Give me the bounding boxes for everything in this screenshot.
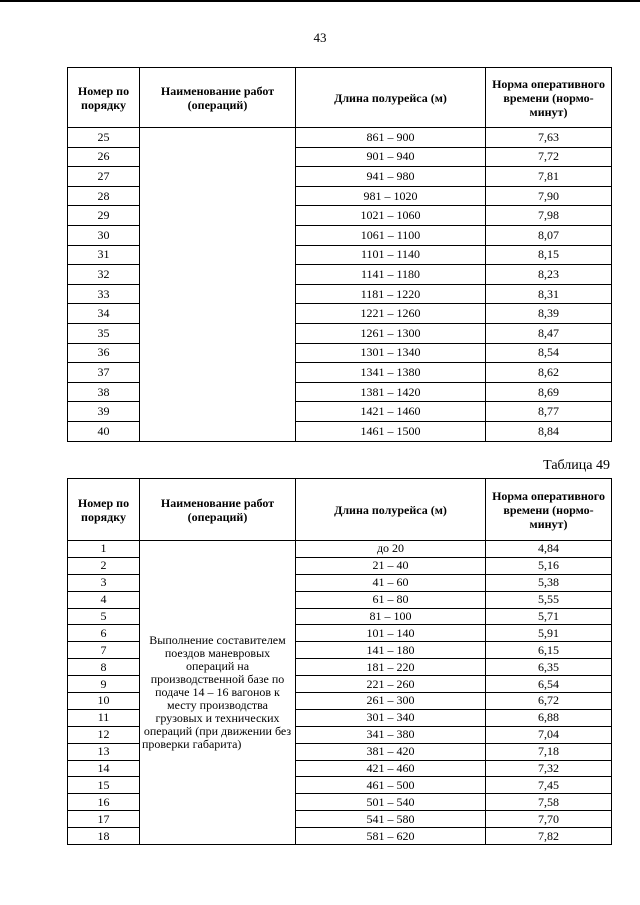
- row-num-cell: 25: [68, 128, 140, 148]
- table-caption: Таблица 49: [543, 458, 610, 473]
- length-cell: 1381 – 1420: [296, 382, 486, 402]
- norm-cell: 7,90: [486, 186, 612, 206]
- norms-table-49: [67, 478, 612, 845]
- length-cell: 1141 – 1180: [296, 265, 486, 285]
- row-num-cell: 1: [68, 541, 140, 558]
- norm-cell: 6,35: [486, 659, 612, 676]
- norm-cell: 7,72: [486, 147, 612, 167]
- length-cell: 1021 – 1060: [296, 206, 486, 226]
- row-num-cell: 34: [68, 304, 140, 324]
- row-num-cell: 26: [68, 147, 140, 167]
- norm-cell: 8,31: [486, 284, 612, 304]
- norm-cell: 7,58: [486, 794, 612, 811]
- table-row: [68, 128, 612, 148]
- norm-cell: 8,69: [486, 382, 612, 402]
- norm-cell: 5,38: [486, 574, 612, 591]
- row-num-cell: 3: [68, 574, 140, 591]
- length-cell: 1221 – 1260: [296, 304, 486, 324]
- length-cell: 1421 – 1460: [296, 402, 486, 422]
- row-num-cell: 7: [68, 642, 140, 659]
- header-norm: Норма оперативного времени (нормо-минут): [486, 68, 612, 128]
- row-num-cell: 37: [68, 363, 140, 383]
- length-cell: 1461 – 1500: [296, 421, 486, 441]
- norm-cell: 7,18: [486, 743, 612, 760]
- top-border-line: [0, 0, 640, 2]
- row-num-cell: 18: [68, 828, 140, 845]
- row-num-cell: 8: [68, 659, 140, 676]
- row-num-cell: 13: [68, 743, 140, 760]
- row-num-cell: 35: [68, 323, 140, 343]
- length-cell: 61 – 80: [296, 591, 486, 608]
- row-num-cell: 27: [68, 167, 140, 187]
- table-header-row: [68, 479, 612, 541]
- norm-cell: 8,15: [486, 245, 612, 265]
- length-cell: 861 – 900: [296, 128, 486, 148]
- header-num: Номер по порядку: [68, 479, 140, 541]
- operation-name-cell: [140, 128, 296, 442]
- length-cell: 261 – 300: [296, 693, 486, 710]
- norm-cell: 7,04: [486, 726, 612, 743]
- norm-cell: 7,81: [486, 167, 612, 187]
- norm-cell: 5,16: [486, 557, 612, 574]
- header-length: Длина полурейса (м): [296, 68, 486, 128]
- header-num: Номер по порядку: [68, 68, 140, 128]
- length-cell: 941 – 980: [296, 167, 486, 187]
- row-num-cell: 40: [68, 421, 140, 441]
- header-length: Длина полурейса (м): [296, 479, 486, 541]
- header-name: Наименование работ (операций): [140, 68, 296, 128]
- length-cell: 1061 – 1100: [296, 225, 486, 245]
- row-num-cell: 11: [68, 709, 140, 726]
- header-norm: Норма оперативного времени (нормо-минут): [486, 479, 612, 541]
- length-cell: 981 – 1020: [296, 186, 486, 206]
- row-num-cell: 32: [68, 265, 140, 285]
- row-num-cell: 31: [68, 245, 140, 265]
- length-cell: 141 – 180: [296, 642, 486, 659]
- row-num-cell: 16: [68, 794, 140, 811]
- row-num-cell: 9: [68, 676, 140, 693]
- table-body: [68, 128, 612, 442]
- row-num-cell: 36: [68, 343, 140, 363]
- row-num-cell: 12: [68, 726, 140, 743]
- norm-cell: 6,54: [486, 676, 612, 693]
- length-cell: 581 – 620: [296, 828, 486, 845]
- norm-cell: 7,32: [486, 760, 612, 777]
- length-cell: 81 – 100: [296, 608, 486, 625]
- norm-cell: 7,70: [486, 811, 612, 828]
- norm-cell: 8,39: [486, 304, 612, 324]
- norm-cell: 7,82: [486, 828, 612, 845]
- length-cell: 1301 – 1340: [296, 343, 486, 363]
- norm-cell: 8,77: [486, 402, 612, 422]
- row-num-cell: 2: [68, 557, 140, 574]
- norm-cell: 8,47: [486, 323, 612, 343]
- norm-cell: 7,45: [486, 777, 612, 794]
- length-cell: 341 – 380: [296, 726, 486, 743]
- length-cell: 541 – 580: [296, 811, 486, 828]
- length-cell: 101 – 140: [296, 625, 486, 642]
- norm-cell: 8,23: [486, 265, 612, 285]
- length-cell: 461 – 500: [296, 777, 486, 794]
- page-number: 43: [313, 30, 327, 45]
- operation-name-cell: Выполнение составителем поездов маневровых операций на производственной базе по подаче 14 – 16 вагонов к месту производства грузовых и технических операций (при движении без проверки габарита): [140, 541, 296, 845]
- length-cell: 501 – 540: [296, 794, 486, 811]
- norm-cell: 8,07: [486, 225, 612, 245]
- length-cell: 901 – 940: [296, 147, 486, 167]
- table-header-row: [68, 68, 612, 128]
- header-name: Наименование работ (операций): [140, 479, 296, 541]
- table-body: [68, 541, 612, 845]
- row-num-cell: 6: [68, 625, 140, 642]
- norm-cell: 8,62: [486, 363, 612, 383]
- norm-cell: 8,84: [486, 421, 612, 441]
- norm-cell: 7,98: [486, 206, 612, 226]
- length-cell: до 20: [296, 541, 486, 558]
- norm-cell: 4,84: [486, 541, 612, 558]
- length-cell: 301 – 340: [296, 709, 486, 726]
- row-num-cell: 29: [68, 206, 140, 226]
- row-num-cell: 38: [68, 382, 140, 402]
- norm-cell: 6,72: [486, 693, 612, 710]
- norm-cell: 5,55: [486, 591, 612, 608]
- row-num-cell: 10: [68, 693, 140, 710]
- row-num-cell: 28: [68, 186, 140, 206]
- norm-cell: 8,54: [486, 343, 612, 363]
- length-cell: 181 – 220: [296, 659, 486, 676]
- length-cell: 1101 – 1140: [296, 245, 486, 265]
- length-cell: 1341 – 1380: [296, 363, 486, 383]
- length-cell: 421 – 460: [296, 760, 486, 777]
- row-num-cell: 33: [68, 284, 140, 304]
- row-num-cell: 39: [68, 402, 140, 422]
- row-num-cell: 30: [68, 225, 140, 245]
- row-num-cell: 14: [68, 760, 140, 777]
- norm-cell: 6,15: [486, 642, 612, 659]
- row-num-cell: 5: [68, 608, 140, 625]
- length-cell: 1181 – 1220: [296, 284, 486, 304]
- norm-cell: 5,71: [486, 608, 612, 625]
- length-cell: 41 – 60: [296, 574, 486, 591]
- row-num-cell: 17: [68, 811, 140, 828]
- row-num-cell: 4: [68, 591, 140, 608]
- length-cell: 221 – 260: [296, 676, 486, 693]
- row-num-cell: 15: [68, 777, 140, 794]
- table-row: [68, 541, 612, 558]
- length-cell: 21 – 40: [296, 557, 486, 574]
- length-cell: 381 – 420: [296, 743, 486, 760]
- norm-cell: 6,88: [486, 709, 612, 726]
- norm-cell: 7,63: [486, 128, 612, 148]
- norm-cell: 5,91: [486, 625, 612, 642]
- norms-table-continued: [67, 67, 612, 442]
- length-cell: 1261 – 1300: [296, 323, 486, 343]
